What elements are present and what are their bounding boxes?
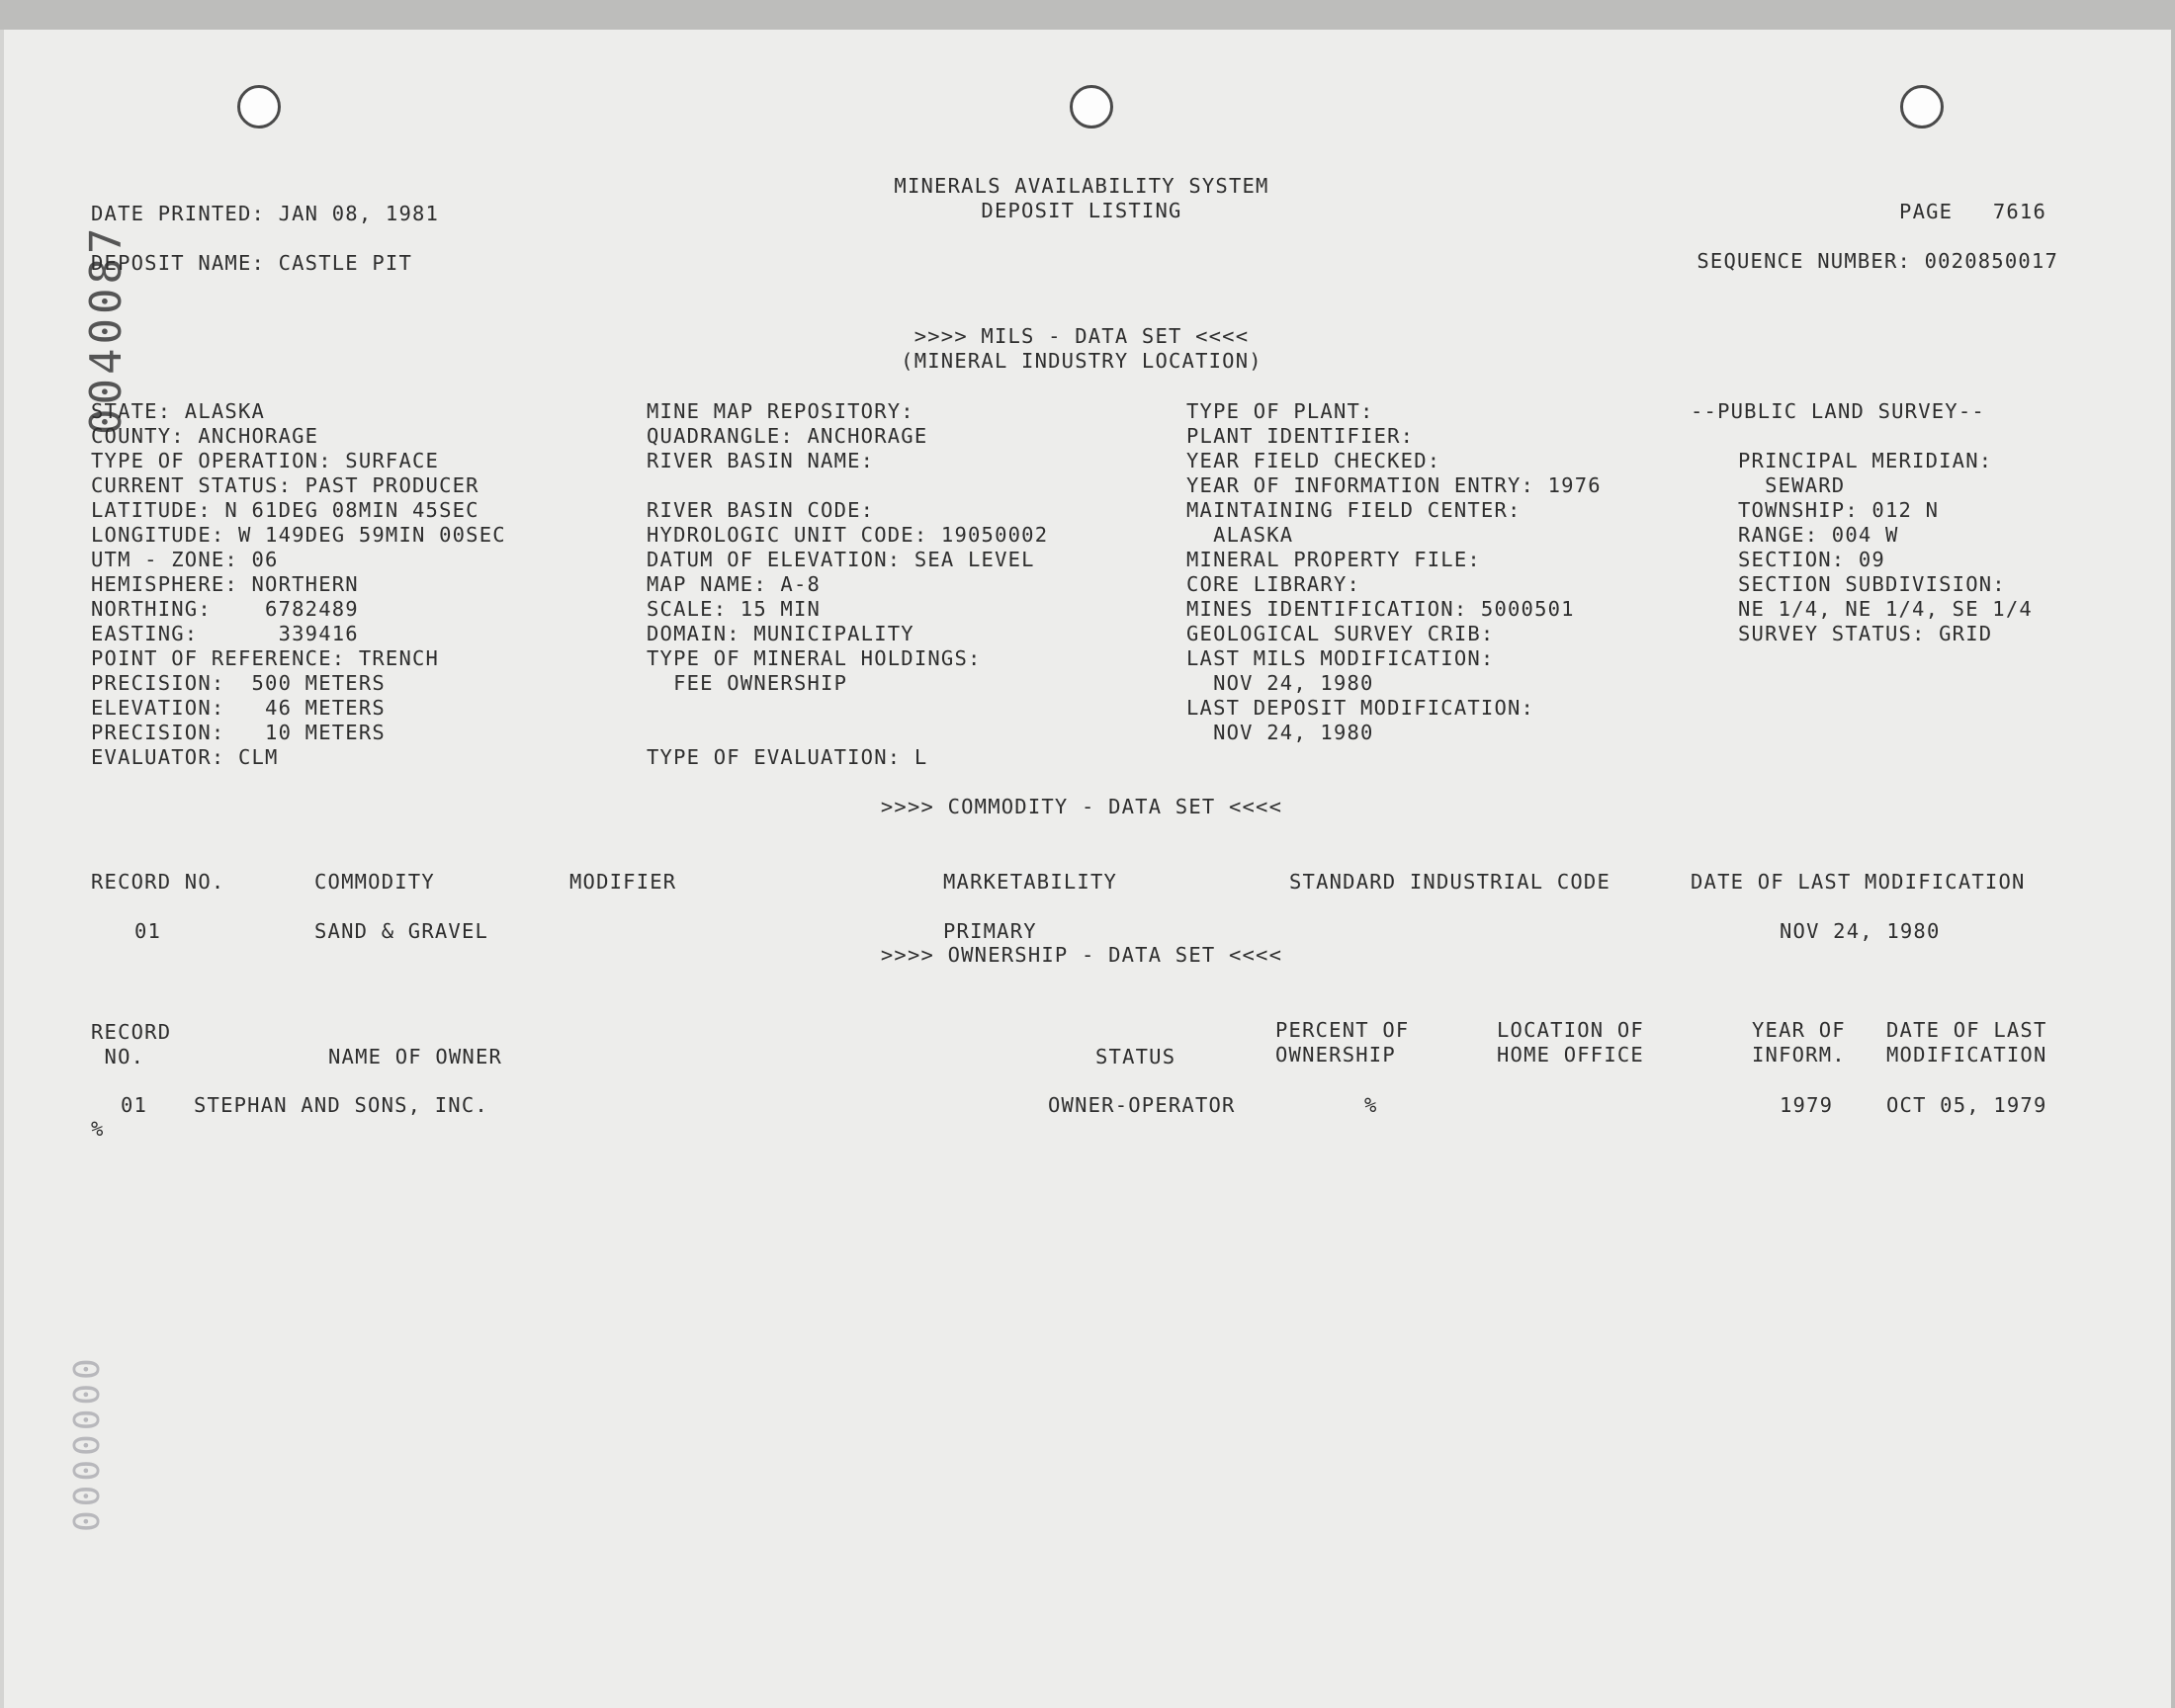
ownership-row-name: STEPHAN AND SONS, INC. bbox=[194, 1093, 488, 1117]
ownership-header-location-2: HOME OFFICE bbox=[1497, 1043, 1644, 1067]
col3-line: MINERAL PROPERTY FILE: bbox=[1186, 548, 1481, 571]
col2-line bbox=[647, 721, 1048, 745]
col2-line: FEE OWNERSHIP bbox=[647, 671, 848, 695]
commodity-header-date: DATE OF LAST MODIFICATION bbox=[1691, 870, 2026, 894]
deposit-name: DEPOSIT NAME: CASTLE PIT bbox=[91, 251, 413, 275]
punch-hole-left bbox=[237, 85, 281, 128]
ownership-header-year: YEAR OF bbox=[1752, 1018, 1846, 1042]
col1-line: STATE: ALASKA bbox=[91, 399, 266, 423]
col3-line: TYPE OF PLANT: bbox=[1186, 399, 1374, 423]
document-page bbox=[0, 30, 2171, 1708]
ownership-header-record: RECORD bbox=[91, 1020, 172, 1044]
commodity-header-sic: STANDARD INDUSTRIAL CODE bbox=[1289, 870, 1611, 894]
col1-line: PRECISION: 10 METERS bbox=[91, 721, 386, 744]
col3-line: PLANT IDENTIFIER: bbox=[1186, 424, 1415, 448]
ownership-row-date: OCT 05, 1979 bbox=[1886, 1093, 2047, 1117]
mils-section-title: >>>> MILS - DATA SET <<<< bbox=[914, 324, 1250, 348]
commodity-header-record: RECORD NO. bbox=[91, 870, 225, 894]
col1-line: NORTHING: 6782489 bbox=[91, 597, 359, 621]
col2-line: RIVER BASIN NAME: bbox=[647, 449, 875, 472]
col1-line: POINT OF REFERENCE: TRENCH bbox=[91, 646, 440, 670]
col3-line: YEAR FIELD CHECKED: bbox=[1186, 449, 1441, 472]
col1-line: CURRENT STATUS: PAST PRODUCER bbox=[91, 473, 479, 497]
col1-line: ELEVATION: 46 METERS bbox=[91, 696, 386, 720]
col4-line: NE 1/4, NE 1/4, SE 1/4 bbox=[1738, 597, 2033, 621]
col2-line: RIVER BASIN CODE: bbox=[647, 498, 875, 522]
col2-line bbox=[647, 473, 1048, 498]
commodity-row-record: 01 bbox=[134, 919, 162, 943]
mils-column-plant bbox=[1186, 399, 1602, 745]
punch-hole-right bbox=[1900, 85, 1944, 128]
commodity-row-date: NOV 24, 1980 bbox=[1780, 919, 1941, 943]
col2-line: HYDROLOGIC UNIT CODE: 19050002 bbox=[647, 523, 1049, 547]
col4-line: SURVEY STATUS: GRID bbox=[1738, 622, 1993, 645]
col2-line: TYPE OF MINERAL HOLDINGS: bbox=[647, 646, 982, 670]
ownership-header-year-2: INFORM. bbox=[1752, 1043, 1846, 1067]
commodity-header-marketability: MARKETABILITY bbox=[943, 870, 1118, 894]
col3-line: GEOLOGICAL SURVEY CRIB: bbox=[1186, 622, 1495, 645]
col1-line: UTM - ZONE: 06 bbox=[91, 548, 279, 571]
col3-line: CORE LIBRARY: bbox=[1186, 572, 1361, 596]
ownership-header-status: STATUS bbox=[1095, 1045, 1176, 1068]
ownership-row-percent: % bbox=[1364, 1093, 1378, 1117]
commodity-row-marketability: PRIMARY bbox=[943, 919, 1037, 943]
col4-line: SECTION: 09 bbox=[1738, 548, 1885, 571]
col1-line: PRECISION: 500 METERS bbox=[91, 671, 386, 695]
col4-line: TOWNSHIP: 012 N bbox=[1738, 498, 1940, 522]
col3-line: MINES IDENTIFICATION: 5000501 bbox=[1186, 597, 1575, 621]
punch-hole-center bbox=[1070, 85, 1113, 128]
ownership-header-date-2: MODIFICATION bbox=[1886, 1043, 2047, 1067]
mils-column-map bbox=[647, 399, 1048, 770]
ownership-row-year: 1979 bbox=[1780, 1093, 1834, 1117]
col3-line: NOV 24, 1980 bbox=[1186, 671, 1374, 695]
microfilm-stamp: 0040087 bbox=[81, 223, 131, 435]
ownership-row-record: 01 bbox=[121, 1093, 148, 1117]
commodity-header-modifier: MODIFIER bbox=[569, 870, 677, 894]
system-title: MINERALS AVAILABILITY SYSTEM bbox=[894, 174, 1269, 198]
col1-line: COUNTY: ANCHORAGE bbox=[91, 424, 319, 448]
ownership-header-percent-2: OWNERSHIP bbox=[1275, 1043, 1396, 1067]
listing-title: DEPOSIT LISTING bbox=[981, 199, 1182, 222]
col2-line: DATUM OF ELEVATION: SEA LEVEL bbox=[647, 548, 1035, 571]
col3-line: NOV 24, 1980 bbox=[1186, 721, 1374, 744]
col4-line: SECTION SUBDIVISION: bbox=[1738, 572, 2006, 596]
ownership-header-record-no: NO. bbox=[91, 1045, 145, 1068]
col1-line: LONGITUDE: W 149DEG 59MIN 00SEC bbox=[91, 523, 506, 547]
col2-line: MAP NAME: A-8 bbox=[647, 572, 822, 596]
col3-line: LAST DEPOSIT MODIFICATION: bbox=[1186, 696, 1535, 720]
col1-line: TYPE OF OPERATION: SURFACE bbox=[91, 449, 440, 472]
col2-line: QUADRANGLE: ANCHORAGE bbox=[647, 424, 928, 448]
col3-line: ALASKA bbox=[1186, 523, 1294, 547]
date-printed: DATE PRINTED: JAN 08, 1981 bbox=[91, 202, 440, 225]
col2-line: MINE MAP REPOSITORY: bbox=[647, 399, 914, 423]
page-number: PAGE 7616 bbox=[1899, 200, 2046, 223]
ownership-end-mark: % bbox=[91, 1117, 105, 1141]
commodity-section-title: >>>> COMMODITY - DATA SET <<<< bbox=[880, 795, 1283, 818]
ownership-header-name: NAME OF OWNER bbox=[328, 1045, 503, 1068]
col1-line: EASTING: 339416 bbox=[91, 622, 359, 645]
commodity-header-commodity: COMMODITY bbox=[314, 870, 435, 894]
sequence-number: SEQUENCE NUMBER: 0020850017 bbox=[1696, 249, 2058, 273]
public-land-survey-title: --PUBLIC LAND SURVEY-- bbox=[1691, 399, 1985, 423]
col3-line: MAINTAINING FIELD CENTER: bbox=[1186, 498, 1522, 522]
col4-line: RANGE: 004 W bbox=[1738, 523, 1899, 547]
col2-line: DOMAIN: MUNICIPALITY bbox=[647, 622, 914, 645]
ownership-header-location: LOCATION OF bbox=[1497, 1018, 1644, 1042]
mils-section-subtitle: (MINERAL INDUSTRY LOCATION) bbox=[901, 349, 1262, 373]
col3-line: LAST MILS MODIFICATION: bbox=[1186, 646, 1495, 670]
col2-line: TYPE OF EVALUATION: L bbox=[647, 745, 928, 769]
col3-line: YEAR OF INFORMATION ENTRY: 1976 bbox=[1186, 473, 1602, 497]
mils-column-location bbox=[91, 399, 506, 770]
mils-column-survey bbox=[1738, 449, 2033, 646]
col1-line: LATITUDE: N 61DEG 08MIN 45SEC bbox=[91, 498, 479, 522]
ownership-section-title: >>>> OWNERSHIP - DATA SET <<<< bbox=[880, 943, 1283, 967]
ownership-header-percent: PERCENT OF bbox=[1275, 1018, 1410, 1042]
col2-line: SCALE: 15 MIN bbox=[647, 597, 822, 621]
col1-line: HEMISPHERE: NORTHERN bbox=[91, 572, 359, 596]
ownership-header-date: DATE OF LAST bbox=[1886, 1018, 2047, 1042]
col4-line: SEWARD bbox=[1738, 473, 1846, 497]
col4-line: PRINCIPAL MERIDIAN: bbox=[1738, 449, 1993, 472]
col2-line bbox=[647, 696, 1048, 721]
commodity-row-commodity: SAND & GRAVEL bbox=[314, 919, 489, 943]
faint-stamp: 0000000 bbox=[67, 1354, 108, 1532]
col1-line: EVALUATOR: CLM bbox=[91, 745, 279, 769]
ownership-row-status: OWNER-OPERATOR bbox=[1048, 1093, 1236, 1117]
